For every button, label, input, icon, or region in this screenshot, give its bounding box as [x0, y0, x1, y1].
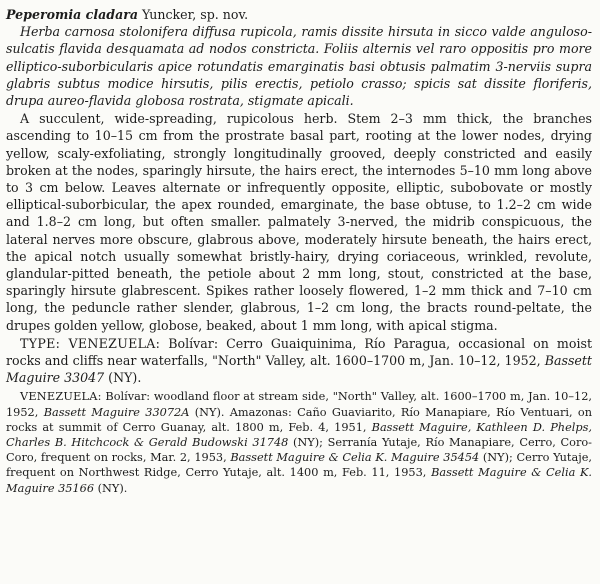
type-herbarium: (NY).	[104, 370, 142, 386]
type-collector: Bassett Maguire 33047	[6, 353, 592, 386]
specimen-collector-2: Bassett Maguire, Kathleen D. Phelps, Charles B. Hitchcock & Gerald Budowski 31748	[6, 420, 593, 450]
specimens-text-3: (NY); Serranía Yutaje, Río Manapiare, Cerro, Coro-Coro, frequent on rocks, Mar. 2, 1953,	[6, 436, 592, 465]
type-specimen-paragraph	[6, 335, 592, 387]
specimens-heading: VENEZUELA:	[20, 390, 102, 404]
type-heading: TYPE: VENEZUELA:	[20, 335, 161, 351]
specimens-text-1: Bolívar: woodland floor at stream side, "North" Valley, alt. 1600–1700 m, Jan. 10–12, 1952,	[6, 390, 592, 419]
species-authority: Yuncker, sp. nov.	[138, 7, 249, 22]
specimens-examined-paragraph	[6, 389, 592, 495]
specimens-text-5: (NY).	[94, 481, 128, 495]
specimens-text-4: (NY); Cerro Yutaje, frequent on Northwest Ridge, Cerro Yutaje, alt. 1400 m, Feb. 11, 1953,	[6, 451, 592, 480]
latin-diagnosis: Herba carnosa stolonifera diffusa rupicola, ramis dissite hirsuta in sicco valde anguloso-sulcatis flavida desquamata ad nodos constricta. Foliis alternis vel raro oppositis pro more elliptico-suborbicularis apice rotundatis emarginatis basi obtusis palmatim 3-nerviis supra glabris subtus modice hirsutis, pilis erectis, petiolo crasso; spicis sat dissite floriferis, drupa aureo-flavida globosa rostrata, stigmate apicali.	[6, 24, 592, 109]
english-description: A succulent, wide-spreading, rupicolous herb. Stem 2–3 mm thick, the branches ascending to 10–15 cm from the prostrate basal part, rooting at the lower nodes, drying yellow, scaly-exfoliating, strongly longitudinally grooved, deeply constricted and easily broken at the nodes, sparingly hirsute, the hairs erect, the internodes 5–10 mm long above to 3 cm below. Leaves alternate or infrequently opposite, elliptic, subobovate or mostly elliptical-suborbicular, the apex rounded, emarginate, the base obtuse, to 1.2–2 cm wide and 1.8–2 cm long, but often smaller. palmately 3-nerved, the midrib conspicuous, the lateral nerves more obscure, glabrous above, moderately hirsute beneath, the hairs erect, the apical notch usually somewhat bristly-hairy, drying coriaceous, wrinkled, revolute, glandular-pitted beneath, the petiole about 2 mm long, stout, constricted at the base, sparingly hirsute glabrescent. Spikes rather loosely flowered, 1–2 mm thick and 7–10 cm long, the peduncle rather slender, glabrous, 1–2 cm long, the bracts round-peltate, the drupes golden yellow, globose, beaked, about 1 mm long, with apical stigma.	[6, 111, 592, 333]
specimen-collector-4: Bassett Maguire & Celia K. Maguire 35166	[6, 466, 592, 495]
specimen-collector-3: Bassett Maguire & Celia K. Maguire 35454	[230, 451, 480, 465]
specimen-collector-1: Bassett Maguire 33072A	[43, 405, 190, 419]
species-name: Peperomia cladara	[6, 7, 139, 22]
type-text: Bolívar: Cerro Guaiquinima, Río Paragua, occasional on moist rocks and cliffs near waterfalls, "North" Valley, alt. 1600–1700 m, Jan. 10–12, 1952,	[6, 335, 593, 369]
specimens-text-2: (NY). Amazonas: Caño Guaviarito, Río Manapiare, Río Ventuari, on rocks at summit of Cerro Guanay, alt. 1800 m, Feb. 4, 1951,	[6, 405, 592, 434]
species-diagnosis-paragraph	[6, 6, 592, 109]
